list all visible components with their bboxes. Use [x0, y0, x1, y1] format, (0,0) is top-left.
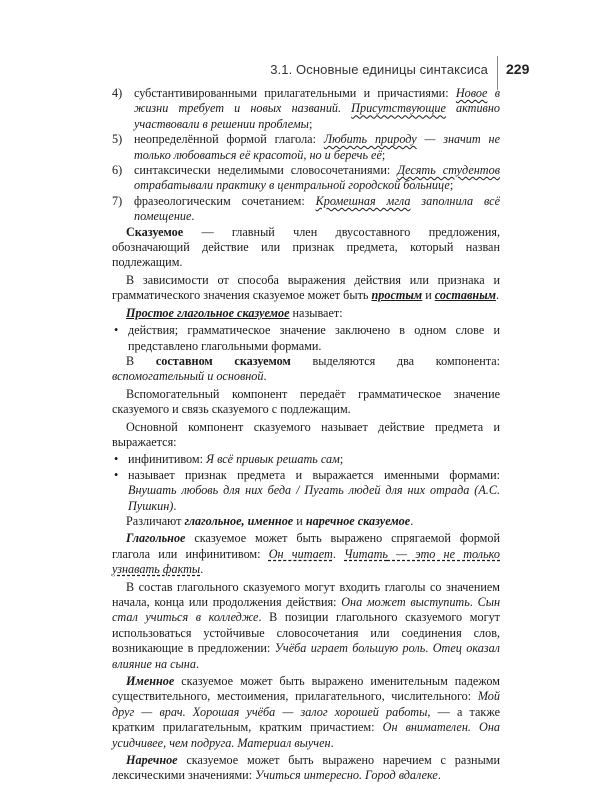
- list-text: фразеологическим сочетанием: Кромешная мгла заполнила всё помещение.: [134, 193, 500, 224]
- term: Сказуемое: [126, 224, 184, 239]
- term: простым: [371, 288, 423, 303]
- adverbial-predicate: Наречное сказуемое может быть выражено наречием с разными лексическими значениями: Учиться интересно. Город вдалеке.: [112, 753, 500, 783]
- verbal-predicate: Глагольное сказуемое может быть выражено спрягаемой формой глагола или инфинитивом: Он читает. Читать — это не только узнавать факты.: [112, 531, 500, 577]
- term: составном сказуемом: [155, 353, 291, 368]
- list-item-7: [112, 194, 500, 225]
- term: наречное сказуемое: [305, 513, 411, 528]
- example-subject: Кромешная мгла: [315, 193, 411, 208]
- verbal-predicate-composition: В состав глагольного сказуемого могут входить глаголы со значением начала, конца или продолжения действия: Она может выступить. Сын стал учиться в колледже. В позиции глагольного сказуемого могут использоваться устойчивые словосочетания или соединения слов, возникающие в предложении: Учёба играет большую роль. Отец оказал влияние на сына.: [112, 579, 500, 671]
- example-subject: Любить природу: [323, 132, 417, 147]
- bullet-icon: •: [114, 323, 119, 338]
- list-number: 5): [112, 132, 123, 147]
- page-body: [112, 86, 500, 786]
- bullet-icon: •: [114, 452, 119, 467]
- list-number: 6): [112, 163, 123, 178]
- bullet-item: • действия; грамматическое значение заключено в одном слове и представлено глагольными формами.: [114, 323, 500, 353]
- example-subject: Присутствующие: [351, 101, 446, 116]
- bullet-item: • инфинитивом: Я всё привык решать сам;: [114, 452, 344, 467]
- term: составным: [434, 288, 496, 303]
- compound-predicate: В составном сказуемом выделяются два компонента: вспомогательный и основной.: [112, 353, 500, 384]
- list-text: синтаксически неделимыми словосочетаниями: Десять студентов отрабатывали практику в центральной городской больнице;: [134, 163, 500, 193]
- term: Наречное: [126, 753, 178, 768]
- page-number: 229: [506, 61, 530, 77]
- predicate-types: В зависимости от способа выражения действия или признака и грамматического значения сказуемое может быть простым и составным.: [112, 272, 500, 303]
- page-header: [0, 52, 600, 86]
- list-item-5: [112, 132, 500, 163]
- list-item-6: [112, 163, 500, 194]
- list-number: 4): [112, 86, 123, 100]
- header-divider: [497, 56, 498, 90]
- main-component: Основной компонент сказуемого называет действие предмета и выражается:: [112, 419, 500, 449]
- example-subject: Новое: [455, 86, 488, 100]
- example-subject: Десять студентов: [397, 163, 500, 178]
- running-title: 3.1. Основные единицы синтаксиса: [270, 62, 488, 77]
- list-item-4: [112, 86, 500, 132]
- bullet-icon: •: [114, 467, 119, 482]
- nominal-predicate: Именное сказуемое может быть выражено именительным падежом существительного, местоимения, прилагательного, числительного: Мой друг — врач. Хорошая учёба — залог хорошей работы, — а также кратким прилагательным, кратким причастием: Он внимателен. Она усидчивее, чем подруга. Материал выучен.: [112, 674, 500, 750]
- predicate-definition: Сказуемое — главный член двусоставного предложения, обозначающий действие или признак предмета, который назван подлежащим.: [112, 224, 500, 270]
- term: Глагольное: [126, 531, 186, 546]
- term: Простое глагольное сказуемое: [126, 305, 290, 320]
- term: глагольное, именное: [184, 513, 294, 528]
- term: Именное: [126, 674, 175, 689]
- list-text: неопределённой формой глагола: Любить природу — значит не только любоваться её красотой, но и беречь её;: [134, 132, 500, 162]
- list-text: субстантивированными прилагательными и причастиями: Новое в жизни требует и новых названий. Присутствующие активно участвовали в решении проблемы;: [134, 86, 500, 131]
- auxiliary-component: Вспомогательный компонент передаёт грамматическое значение сказуемого и связь сказуемого с подлежащим.: [112, 386, 500, 417]
- simple-predicate: Простое глагольное сказуемое называет:: [126, 305, 343, 320]
- predicate-kinds: Различают глагольное, именное и наречное сказуемое.: [126, 513, 414, 528]
- bullet-item: • называет признак предмета и выражается именными формами: Внушать любовь для них беда / Пугать людей для них отрада (А.С. Пушкин).: [114, 467, 500, 513]
- list-number: 7): [112, 193, 123, 208]
